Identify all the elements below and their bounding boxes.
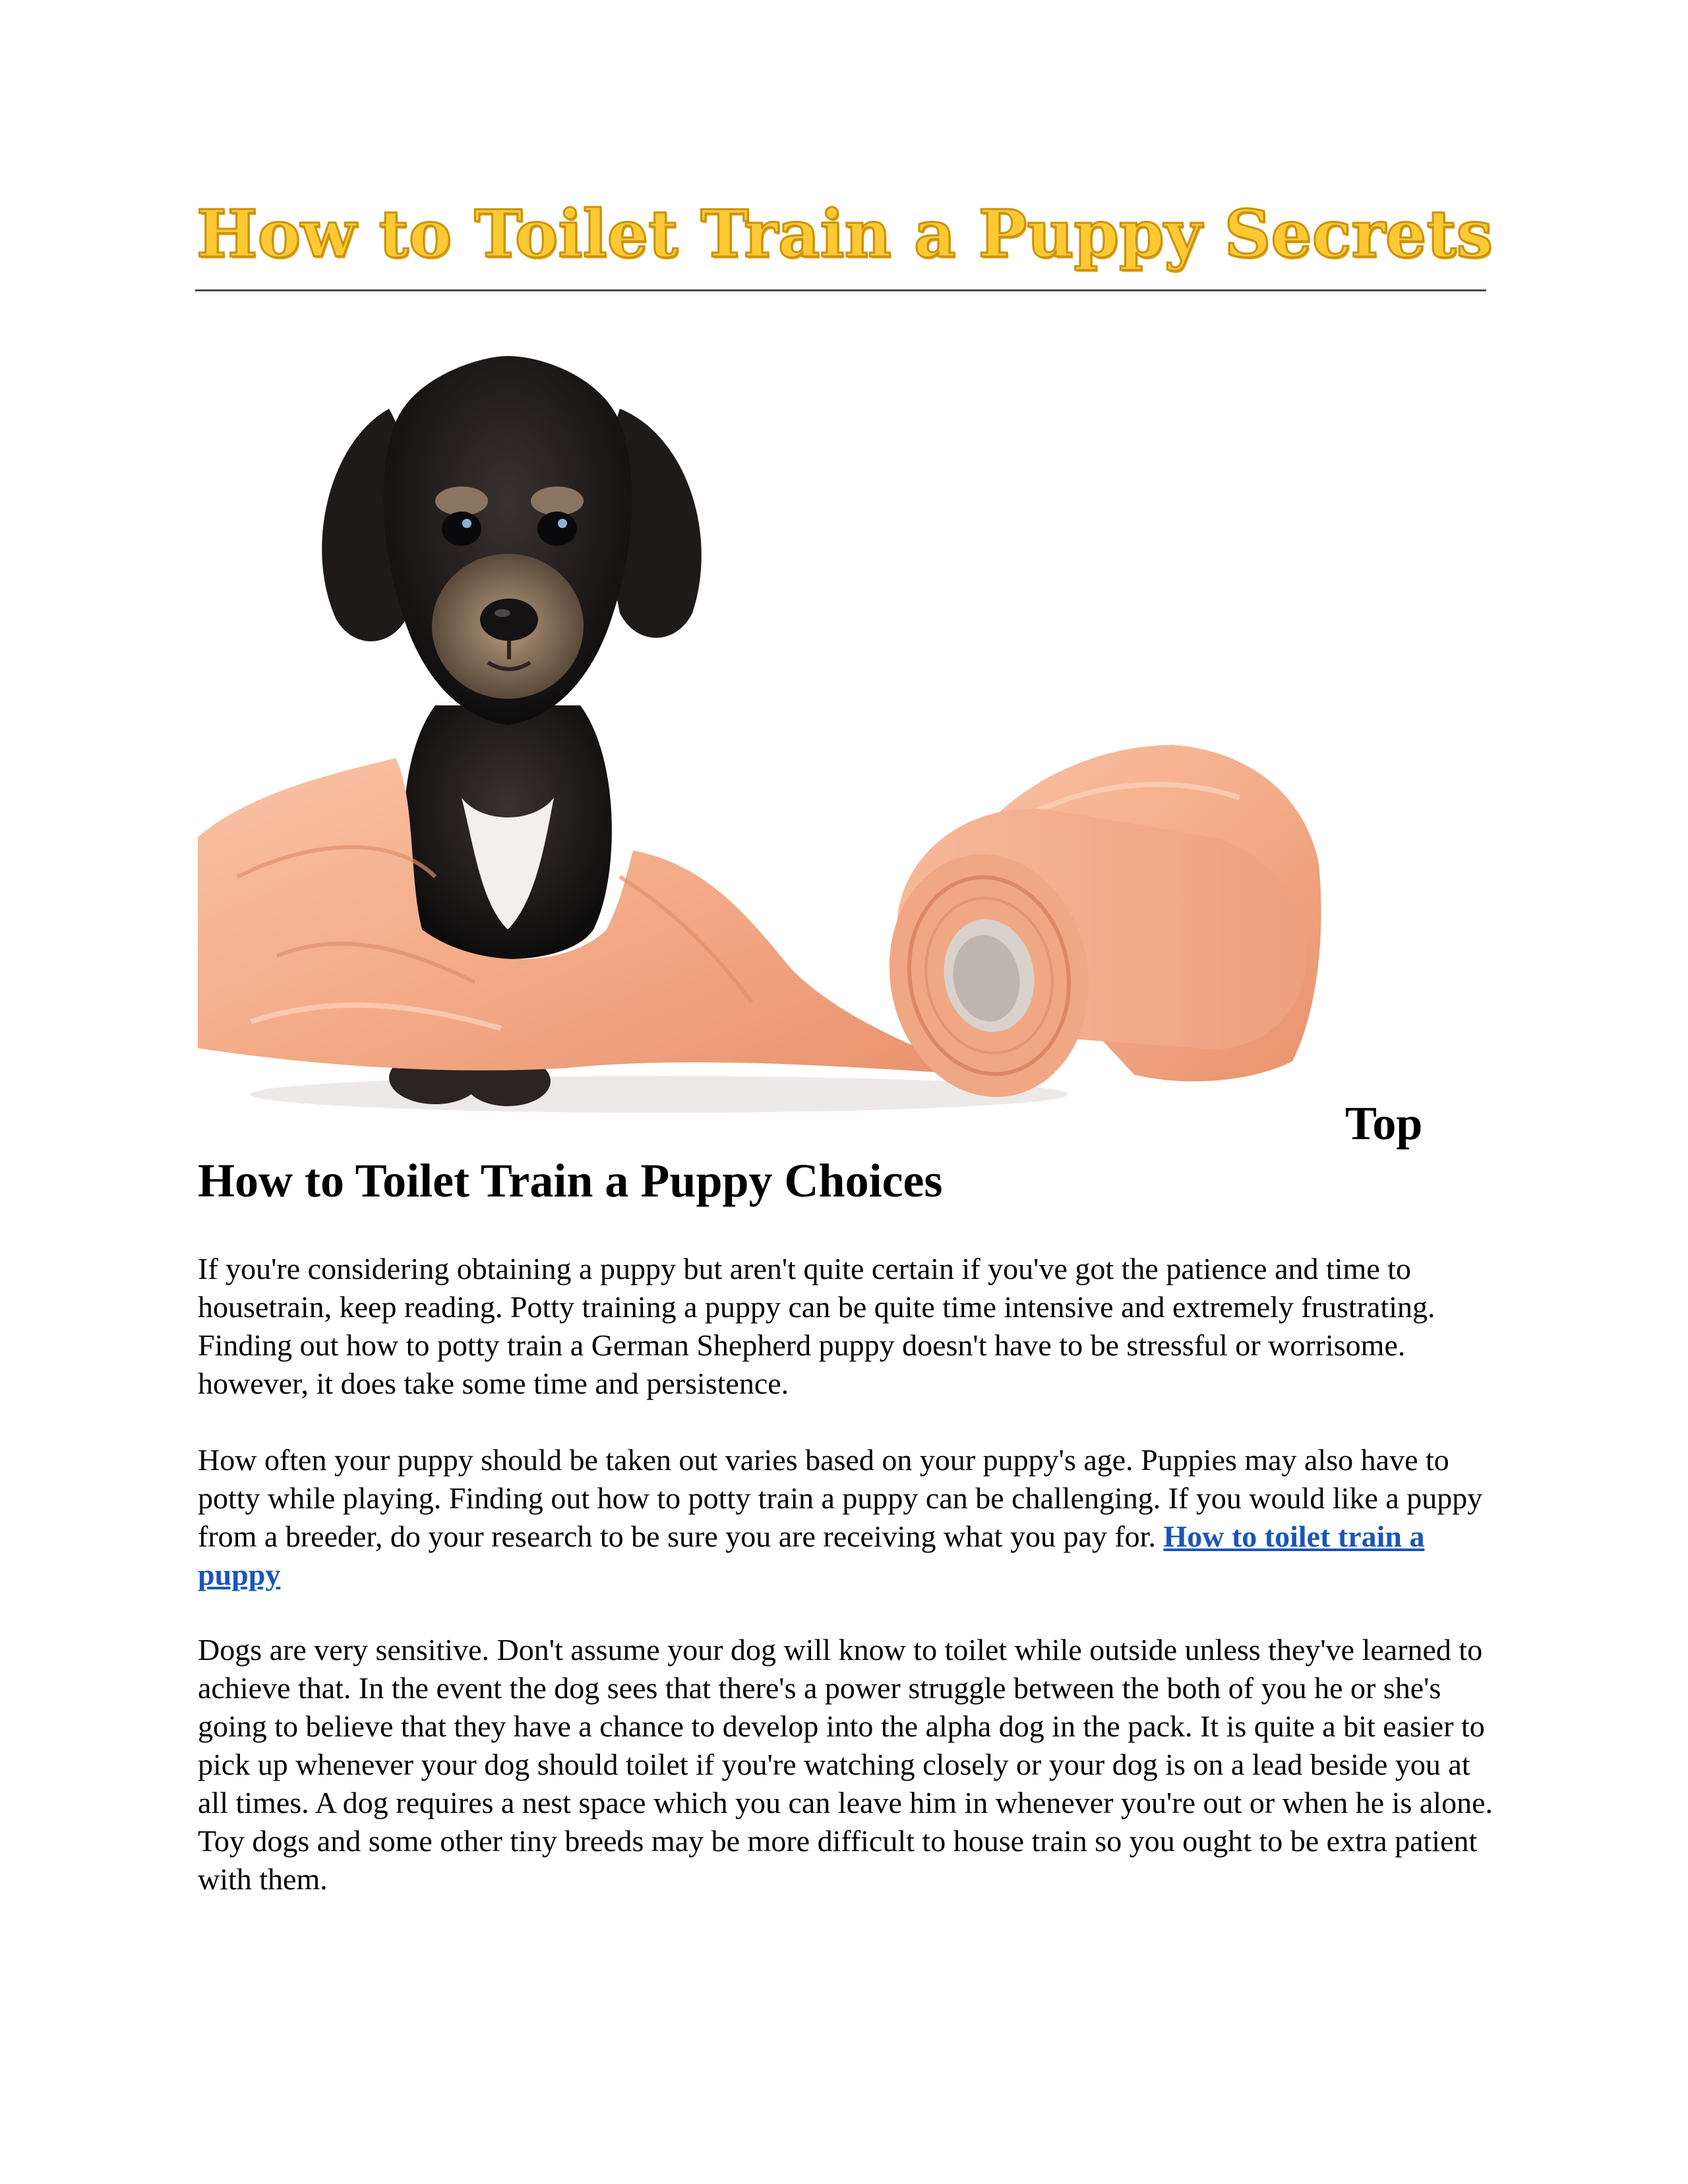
right-eye — [537, 512, 577, 546]
paragraph-3 — [198, 1631, 1503, 1899]
paragraph-1 — [198, 1250, 1503, 1403]
title-underline — [195, 289, 1486, 291]
right-brow — [531, 487, 584, 516]
toilet-train-link[interactable]: How to toilet train a puppy — [198, 1520, 1425, 1591]
puppy-toilet-paper-image — [198, 336, 1345, 1127]
section-heading: How to Toilet Train a Puppy Choices — [198, 1154, 943, 1207]
puppy-nose — [480, 599, 538, 641]
page-title: How to Toilet Train a Puppy Secrets — [196, 196, 1493, 272]
paragraph-2 — [198, 1441, 1503, 1594]
paragraph-3-text: Dogs are very sensitive. Don't assume your dog will know to toilet while outside unless they've learned to achieve that. In the event the dog sees that there's a power struggle between the both of you he or she's going to believe that they have a chance to develop into the alpha dog in the pack. It is quite a bit easier to pick up whenever your dog should toilet if you're watching closely or your dog is on a lead beside you at all times. A dog requires a nest space which you can leave him in whenever you're out or when he is alone. Toy dogs and some other tiny breeds may be more difficult to house train so you ought to be extra patient with them. — [198, 1633, 1493, 1896]
paragraph-1-text: If you're considering obtaining a puppy but aren't quite certain if you've got the patience and time to housetrain, keep reading. Potty training a puppy can be quite time intensive and extremely frustrating. Finding out how to potty train a German Shepherd puppy doesn't have to be stressful or worrisome. however, it does take some time and persistence. — [198, 1252, 1435, 1400]
paragraph-2-text: How often your puppy should be taken out varies based on your puppy's age. Puppies may also have to potty while playing. Finding out how to potty train a puppy can be challenging. If you would like a puppy from a breeder, do your research to be sure you are receiving what you pay for. — [198, 1443, 1483, 1553]
top-label: Top — [1345, 1097, 1423, 1150]
left-brow — [435, 487, 488, 516]
left-eye — [442, 512, 481, 546]
ground-shadow — [251, 1076, 1068, 1113]
